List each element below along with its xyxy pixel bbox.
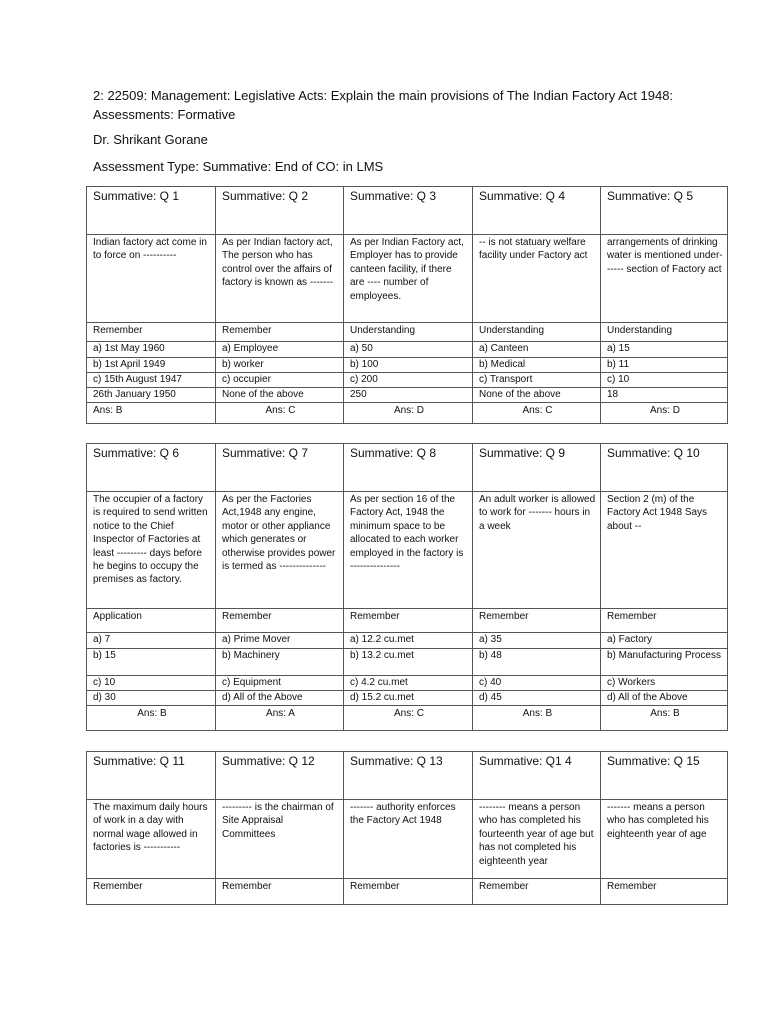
answer-option: a) 35 [473, 633, 601, 649]
answer-option: c) Workers [601, 676, 728, 691]
correct-answer: Ans: D [344, 403, 473, 424]
question-label: Summative: Q 15 [601, 752, 728, 800]
question-text: The occupier of a factory is required to send written notice to the Chief Inspector of Factories at least --------- days before he begins to occupy the premises as factory. [87, 492, 216, 609]
answer-option: b) 1st April 1949 [87, 358, 216, 373]
answer-option: a) Canteen [473, 342, 601, 358]
cognitive-level: Remember [87, 879, 216, 905]
cognitive-level: Remember [601, 609, 728, 633]
question-label: Summative: Q 3 [344, 187, 473, 235]
question-text: As per Indian Factory act, Employer has to provide canteen facility, if there are ---- number of employees. [344, 235, 473, 323]
question-label: Summative: Q1 4 [473, 752, 601, 800]
answer-option: a) 15 [601, 342, 728, 358]
correct-answer: Ans: B [87, 706, 216, 731]
question-text: The maximum daily hours of work in a day with normal wage allowed in factories is ----------- [87, 800, 216, 879]
question-text: As per the Factories Act,1948 any engine, motor or other appliance which generates or otherwise provides power is termed as -------------- [216, 492, 344, 609]
author-name: Dr. Shrikant Gorane [93, 132, 208, 147]
answer-option: b) worker [216, 358, 344, 373]
answer-option: a) Factory [601, 633, 728, 649]
answer-option: b) 13.2 cu.met [344, 649, 473, 676]
correct-answer: Ans: A [216, 706, 344, 731]
answer-option: b) 11 [601, 358, 728, 373]
question-table-3 [86, 751, 728, 905]
question-label: Summative: Q 10 [601, 444, 728, 492]
correct-answer: Ans: C [473, 403, 601, 424]
cognitive-level: Understanding [473, 323, 601, 342]
option-row [87, 342, 728, 358]
question-text-row [87, 492, 728, 609]
answer-option: c) 10 [601, 373, 728, 388]
answer-option: b) Manufacturing Process [601, 649, 728, 676]
option-row [87, 373, 728, 388]
question-label: Summative: Q 13 [344, 752, 473, 800]
document-title: 2: 22509: Management: Legislative Acts: Explain the main provisions of The Indian Factory Act 1948: Assessments: Formative [93, 88, 674, 122]
question-text: -------- means a person who has completed his fourteenth year of age but has not completed his eighteenth year [473, 800, 601, 879]
option-row [87, 358, 728, 373]
answer-row [87, 706, 728, 731]
cognitive-level: Remember [216, 879, 344, 905]
question-text: arrangements of drinking water is mentioned under------ section of Factory act [601, 235, 728, 323]
answer-option: a) Employee [216, 342, 344, 358]
question-text: -- is not statuary welfare facility under Factory act [473, 235, 601, 323]
cognitive-level: Understanding [344, 323, 473, 342]
question-header-row [87, 444, 728, 492]
answer-option: 26th January 1950 [87, 388, 216, 403]
cognitive-level: Remember [601, 879, 728, 905]
answer-row [87, 403, 728, 424]
answer-option: b) 100 [344, 358, 473, 373]
answer-option: c) occupier [216, 373, 344, 388]
question-text: --------- is the chairman of Site Appraisal Committees [216, 800, 344, 879]
question-label: Summative: Q 5 [601, 187, 728, 235]
option-row [87, 649, 728, 676]
question-text: As per section 16 of the Factory Act, 1948 the minimum space to be allocated to each worker employed in the factory is --------------- [344, 492, 473, 609]
question-header-row [87, 187, 728, 235]
question-label: Summative: Q 7 [216, 444, 344, 492]
answer-option: d) All of the Above [216, 691, 344, 706]
question-label: Summative: Q 6 [87, 444, 216, 492]
correct-answer: Ans: D [601, 403, 728, 424]
question-header-row [87, 752, 728, 800]
answer-option: b) 15 [87, 649, 216, 676]
question-label: Summative: Q 11 [87, 752, 216, 800]
cognitive-level: Remember [87, 323, 216, 342]
cognitive-level: Application [87, 609, 216, 633]
answer-option: None of the above [216, 388, 344, 403]
correct-answer: Ans: C [216, 403, 344, 424]
answer-option: 18 [601, 388, 728, 403]
option-row [87, 691, 728, 706]
cognitive-level: Remember [344, 879, 473, 905]
cognitive-level: Remember [216, 323, 344, 342]
answer-option: c) 40 [473, 676, 601, 691]
question-table-2 [86, 443, 728, 731]
cognitive-level-row [87, 323, 728, 342]
option-row [87, 633, 728, 649]
question-table-1 [86, 186, 728, 424]
question-label: Summative: Q 1 [87, 187, 216, 235]
question-label: Summative: Q 2 [216, 187, 344, 235]
question-text: Section 2 (m) of the Factory Act 1948 Says about -- [601, 492, 728, 609]
answer-option: c) 15th August 1947 [87, 373, 216, 388]
cognitive-level: Remember [344, 609, 473, 633]
answer-option: c) 4.2 cu.met [344, 676, 473, 691]
answer-option: b) 48 [473, 649, 601, 676]
question-text: An adult worker is allowed to work for ------- hours in a week [473, 492, 601, 609]
answer-option: b) Machinery [216, 649, 344, 676]
question-text: As per Indian factory act, The person who has control over the affairs of factory is known as ------- [216, 235, 344, 323]
answer-option: 250 [344, 388, 473, 403]
cognitive-level: Remember [216, 609, 344, 633]
answer-option: c) Equipment [216, 676, 344, 691]
answer-option: d) 15.2 cu.met [344, 691, 473, 706]
cognitive-level-row [87, 609, 728, 633]
question-text: Indian factory act come in to force on ---------- [87, 235, 216, 323]
answer-option: None of the above [473, 388, 601, 403]
answer-option: a) 50 [344, 342, 473, 358]
cognitive-level: Understanding [601, 323, 728, 342]
answer-option: d) 30 [87, 691, 216, 706]
cognitive-level: Remember [473, 879, 601, 905]
question-label: Summative: Q 8 [344, 444, 473, 492]
cognitive-level: Remember [473, 609, 601, 633]
question-text: ------- means a person who has completed his eighteenth year of age [601, 800, 728, 879]
option-row [87, 676, 728, 691]
question-text-row [87, 800, 728, 879]
question-label: Summative: Q 12 [216, 752, 344, 800]
correct-answer: Ans: C [344, 706, 473, 731]
cognitive-level-row [87, 879, 728, 905]
option-row [87, 388, 728, 403]
question-label: Summative: Q 9 [473, 444, 601, 492]
answer-option: d) 45 [473, 691, 601, 706]
answer-option: a) 1st May 1960 [87, 342, 216, 358]
correct-answer: Ans: B [87, 403, 216, 424]
answer-option: a) 12.2 cu.met [344, 633, 473, 649]
question-text-row [87, 235, 728, 323]
answer-option: d) All of the Above [601, 691, 728, 706]
answer-option: c) 10 [87, 676, 216, 691]
correct-answer: Ans: B [601, 706, 728, 731]
answer-option: a) 7 [87, 633, 216, 649]
assessment-type: Assessment Type: Summative: End of CO: in LMS [93, 159, 384, 174]
question-text: ------- authority enforces the Factory Act 1948 [344, 800, 473, 879]
answer-option: c) Transport [473, 373, 601, 388]
answer-option: b) Medical [473, 358, 601, 373]
correct-answer: Ans: B [473, 706, 601, 731]
question-label: Summative: Q 4 [473, 187, 601, 235]
answer-option: a) Prime Mover [216, 633, 344, 649]
answer-option: c) 200 [344, 373, 473, 388]
